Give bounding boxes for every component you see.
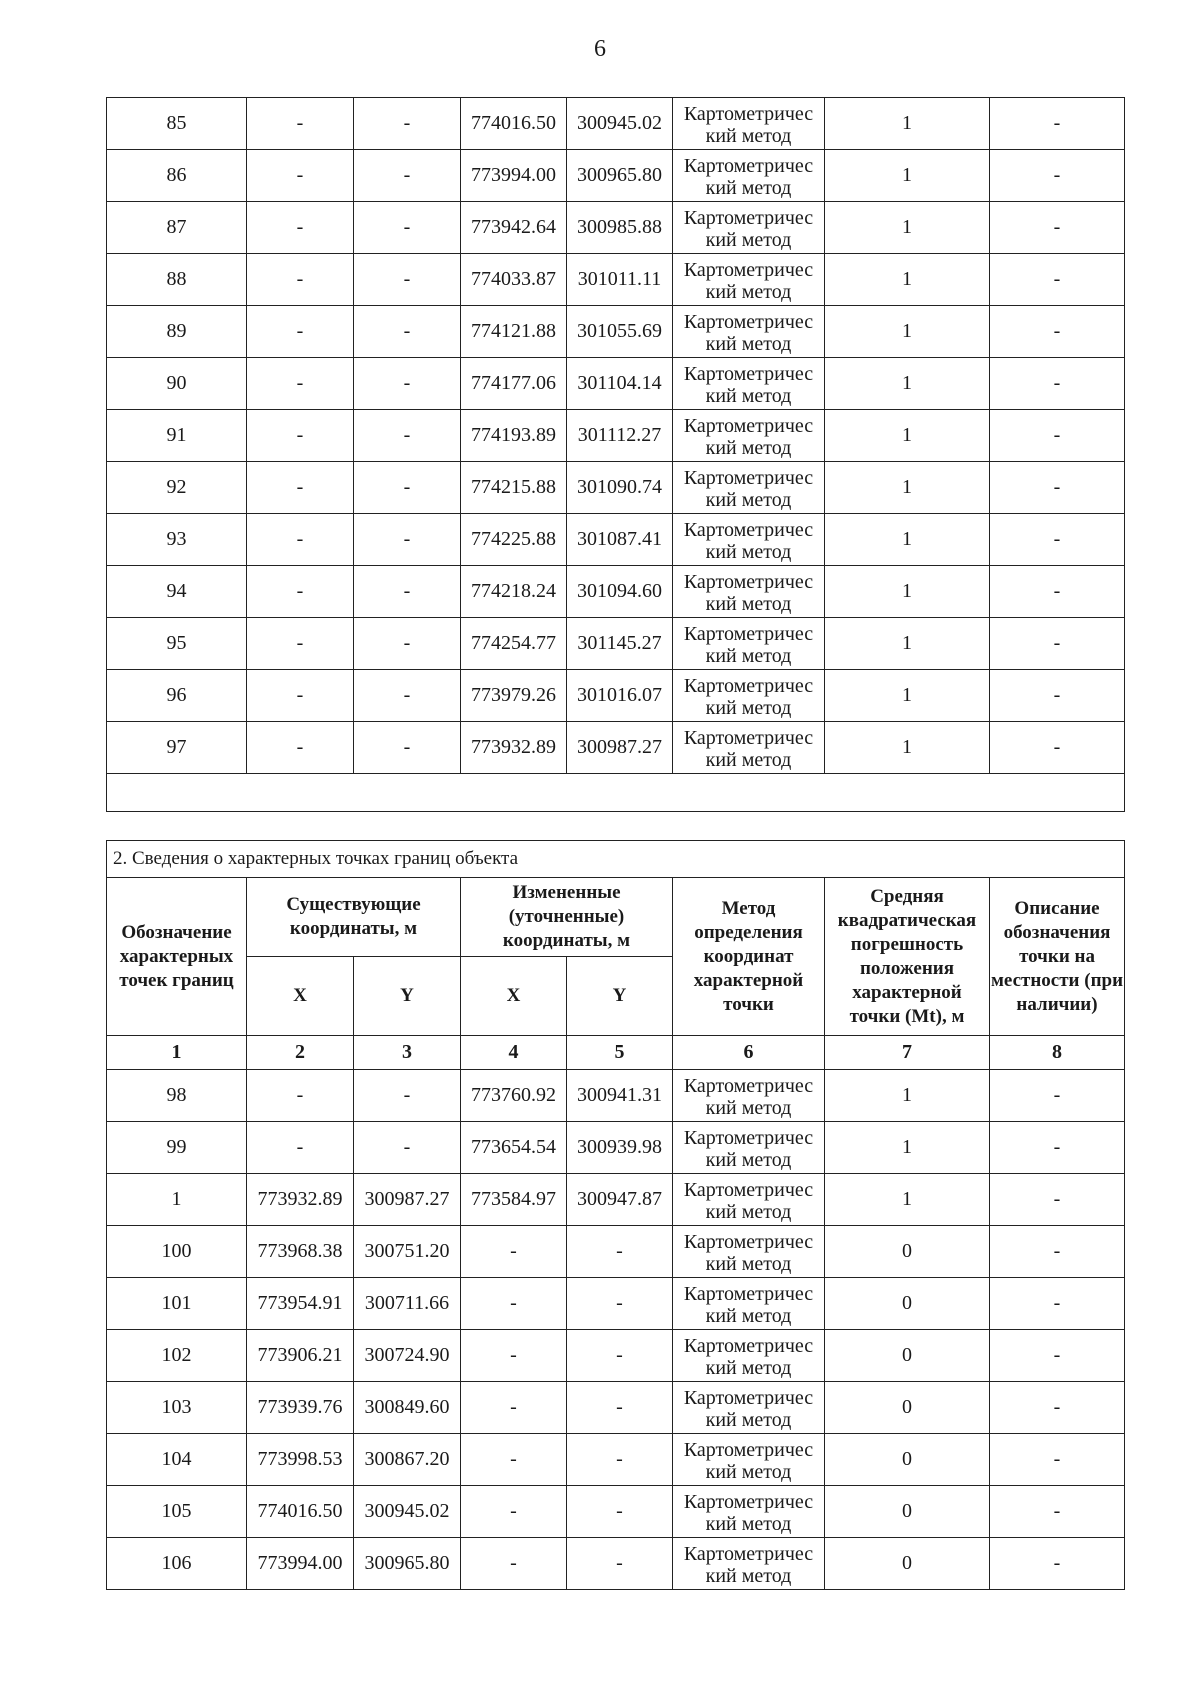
changed-y-cell: 301016.07 [567, 670, 673, 722]
table-row [107, 618, 1125, 670]
changed-x-cell: - [461, 1226, 567, 1278]
changed-x-cell: - [461, 1382, 567, 1434]
accuracy-cell: 0 [825, 1226, 990, 1278]
method-cell: Картометричес кий метод [673, 1538, 825, 1590]
method-cell: Картометричес кий метод [673, 254, 825, 306]
existing-y-cell: - [354, 514, 461, 566]
changed-y-cell: - [567, 1226, 673, 1278]
changed-y-cell: 300945.02 [567, 98, 673, 150]
accuracy-cell: 1 [825, 150, 990, 202]
method-cell: Картометричес кий метод [673, 98, 825, 150]
existing-y-cell: 300849.60 [354, 1382, 461, 1434]
existing-x-cell: 773968.38 [247, 1226, 354, 1278]
header-description: Описание обозначения точки на местности (при наличии) [990, 878, 1125, 1036]
accuracy-cell: 1 [825, 722, 990, 774]
point-number-cell: 98 [107, 1070, 247, 1122]
existing-x-cell: - [247, 566, 354, 618]
column-number: 2 [247, 1036, 354, 1070]
description-cell: - [990, 98, 1125, 150]
existing-x-cell: 773998.53 [247, 1434, 354, 1486]
changed-x-cell: 774218.24 [461, 566, 567, 618]
description-cell: - [990, 358, 1125, 410]
description-cell: - [990, 1174, 1125, 1226]
changed-x-cell: 773760.92 [461, 1070, 567, 1122]
changed-x-cell: 773979.26 [461, 670, 567, 722]
existing-x-cell: - [247, 306, 354, 358]
description-cell: - [990, 410, 1125, 462]
existing-y-cell: - [354, 462, 461, 514]
point-number-cell: 96 [107, 670, 247, 722]
method-cell: Картометричес кий метод [673, 410, 825, 462]
existing-x-cell: - [247, 410, 354, 462]
header-designation: Обозначение характерных точек границ [107, 878, 247, 1036]
point-number-cell: 104 [107, 1434, 247, 1486]
method-cell: Картометричес кий метод [673, 514, 825, 566]
changed-x-cell: 774177.06 [461, 358, 567, 410]
table-row [107, 462, 1125, 514]
changed-y-cell: - [567, 1330, 673, 1382]
existing-y-cell: - [354, 254, 461, 306]
empty-cell [107, 774, 1125, 812]
existing-x-cell: 773932.89 [247, 1174, 354, 1226]
table-row [107, 202, 1125, 254]
existing-y-cell: 300987.27 [354, 1174, 461, 1226]
existing-y-cell: - [354, 618, 461, 670]
point-number-cell: 86 [107, 150, 247, 202]
column-number: 7 [825, 1036, 990, 1070]
column-number: 4 [461, 1036, 567, 1070]
changed-x-cell: - [461, 1434, 567, 1486]
column-number: 3 [354, 1036, 461, 1070]
method-cell: Картометричес кий метод [673, 1070, 825, 1122]
changed-y-cell: 301087.41 [567, 514, 673, 566]
header-changed-coords: Измененные (уточненные) координаты, м [461, 878, 673, 957]
table-row [107, 1174, 1125, 1226]
method-cell: Картометричес кий метод [673, 1122, 825, 1174]
table-row [107, 98, 1125, 150]
changed-x-cell: 774225.88 [461, 514, 567, 566]
table-row [107, 1070, 1125, 1122]
changed-x-cell: 773994.00 [461, 150, 567, 202]
section-title: 2. Сведения о характерных точках границ объекта [107, 841, 1125, 878]
changed-x-cell: 774121.88 [461, 306, 567, 358]
point-number-cell: 105 [107, 1486, 247, 1538]
accuracy-cell: 0 [825, 1434, 990, 1486]
column-number: 1 [107, 1036, 247, 1070]
header-changed-x: X [461, 957, 567, 1036]
column-number: 8 [990, 1036, 1125, 1070]
changed-y-cell: - [567, 1382, 673, 1434]
changed-x-cell: 773654.54 [461, 1122, 567, 1174]
description-cell: - [990, 1278, 1125, 1330]
existing-y-cell: - [354, 98, 461, 150]
description-cell: - [990, 254, 1125, 306]
point-number-cell: 88 [107, 254, 247, 306]
description-cell: - [990, 1538, 1125, 1590]
accuracy-cell: 1 [825, 1070, 990, 1122]
existing-x-cell: 773954.91 [247, 1278, 354, 1330]
point-number-cell: 92 [107, 462, 247, 514]
existing-x-cell: - [247, 150, 354, 202]
existing-y-cell: - [354, 410, 461, 462]
existing-x-cell: 773939.76 [247, 1382, 354, 1434]
description-cell: - [990, 670, 1125, 722]
accuracy-cell: 1 [825, 618, 990, 670]
existing-y-cell: - [354, 722, 461, 774]
boundary-points-table [106, 840, 1125, 1590]
empty-row [107, 774, 1125, 812]
point-number-cell: 106 [107, 1538, 247, 1590]
table-row [107, 566, 1125, 618]
description-cell: - [990, 618, 1125, 670]
table-row [107, 1122, 1125, 1174]
header-existing-y: Y [354, 957, 461, 1036]
changed-x-cell: 774033.87 [461, 254, 567, 306]
existing-y-cell: - [354, 670, 461, 722]
changed-y-cell: 301090.74 [567, 462, 673, 514]
table-row [107, 254, 1125, 306]
method-cell: Картометричес кий метод [673, 618, 825, 670]
changed-y-cell: 300939.98 [567, 1122, 673, 1174]
existing-y-cell: - [354, 202, 461, 254]
column-number: 6 [673, 1036, 825, 1070]
table-row [107, 358, 1125, 410]
existing-y-cell: 300867.20 [354, 1434, 461, 1486]
existing-y-cell: 300711.66 [354, 1278, 461, 1330]
changed-y-cell: - [567, 1486, 673, 1538]
point-number-cell: 94 [107, 566, 247, 618]
accuracy-cell: 1 [825, 566, 990, 618]
existing-y-cell: 300751.20 [354, 1226, 461, 1278]
method-cell: Картометричес кий метод [673, 202, 825, 254]
existing-x-cell: 773906.21 [247, 1330, 354, 1382]
existing-x-cell: - [247, 1070, 354, 1122]
changed-x-cell: 773942.64 [461, 202, 567, 254]
page-number: 6 [594, 36, 606, 62]
existing-x-cell: 774016.50 [247, 1486, 354, 1538]
table-row [107, 722, 1125, 774]
header-existing-x: X [247, 957, 354, 1036]
changed-x-cell: 774215.88 [461, 462, 567, 514]
method-cell: Картометричес кий метод [673, 722, 825, 774]
changed-y-cell: - [567, 1278, 673, 1330]
point-number-cell: 101 [107, 1278, 247, 1330]
existing-y-cell: - [354, 1070, 461, 1122]
existing-y-cell: - [354, 358, 461, 410]
existing-y-cell: 300965.80 [354, 1538, 461, 1590]
changed-y-cell: 301112.27 [567, 410, 673, 462]
table-row [107, 514, 1125, 566]
header-changed-y: Y [567, 957, 673, 1036]
point-number-cell: 91 [107, 410, 247, 462]
existing-x-cell: 773994.00 [247, 1538, 354, 1590]
description-cell: - [990, 514, 1125, 566]
method-cell: Картометричес кий метод [673, 670, 825, 722]
existing-y-cell: - [354, 566, 461, 618]
point-number-cell: 89 [107, 306, 247, 358]
description-cell: - [990, 1226, 1125, 1278]
accuracy-cell: 1 [825, 306, 990, 358]
table-row [107, 1434, 1125, 1486]
method-cell: Картометричес кий метод [673, 306, 825, 358]
table-row [107, 1382, 1125, 1434]
method-cell: Картометричес кий метод [673, 358, 825, 410]
existing-x-cell: - [247, 202, 354, 254]
description-cell: - [990, 150, 1125, 202]
existing-y-cell: 300945.02 [354, 1486, 461, 1538]
changed-y-cell: 300947.87 [567, 1174, 673, 1226]
description-cell: - [990, 202, 1125, 254]
method-cell: Картометричес кий метод [673, 1226, 825, 1278]
changed-y-cell: - [567, 1538, 673, 1590]
existing-x-cell: - [247, 358, 354, 410]
changed-y-cell: 300965.80 [567, 150, 673, 202]
accuracy-cell: 1 [825, 670, 990, 722]
changed-y-cell: 301055.69 [567, 306, 673, 358]
changed-y-cell: 301145.27 [567, 618, 673, 670]
changed-x-cell: 773584.97 [461, 1174, 567, 1226]
changed-x-cell: 773932.89 [461, 722, 567, 774]
existing-y-cell: 300724.90 [354, 1330, 461, 1382]
column-number: 5 [567, 1036, 673, 1070]
description-cell: - [990, 1434, 1125, 1486]
accuracy-cell: 1 [825, 1174, 990, 1226]
description-cell: - [990, 306, 1125, 358]
accuracy-cell: 0 [825, 1486, 990, 1538]
table-row [107, 410, 1125, 462]
point-number-cell: 103 [107, 1382, 247, 1434]
description-cell: - [990, 566, 1125, 618]
table-row [107, 1278, 1125, 1330]
table-row [107, 306, 1125, 358]
header-method: Метод определения координат характерной точки [673, 878, 825, 1036]
method-cell: Картометричес кий метод [673, 566, 825, 618]
existing-y-cell: - [354, 150, 461, 202]
changed-x-cell: - [461, 1278, 567, 1330]
header-existing-coords: Существующие координаты, м [247, 878, 461, 957]
changed-x-cell: 774254.77 [461, 618, 567, 670]
method-cell: Картометричес кий метод [673, 462, 825, 514]
existing-x-cell: - [247, 618, 354, 670]
changed-y-cell: 301104.14 [567, 358, 673, 410]
accuracy-cell: 0 [825, 1330, 990, 1382]
changed-x-cell: - [461, 1330, 567, 1382]
description-cell: - [990, 1382, 1125, 1434]
table-row [107, 1226, 1125, 1278]
existing-x-cell: - [247, 1122, 354, 1174]
method-cell: Картометричес кий метод [673, 1330, 825, 1382]
existing-y-cell: - [354, 306, 461, 358]
changed-y-cell: 300987.27 [567, 722, 673, 774]
accuracy-cell: 0 [825, 1538, 990, 1590]
accuracy-cell: 1 [825, 410, 990, 462]
header-accuracy: Средняя квадратическая погрешность положения характерной точки (Mt), м [825, 878, 990, 1036]
changed-y-cell: 300985.88 [567, 202, 673, 254]
description-cell: - [990, 1330, 1125, 1382]
method-cell: Картометричес кий метод [673, 150, 825, 202]
point-number-cell: 99 [107, 1122, 247, 1174]
accuracy-cell: 1 [825, 1122, 990, 1174]
point-number-cell: 97 [107, 722, 247, 774]
accuracy-cell: 1 [825, 98, 990, 150]
coordinates-table-continued [106, 97, 1125, 812]
point-number-cell: 102 [107, 1330, 247, 1382]
changed-x-cell: 774193.89 [461, 410, 567, 462]
accuracy-cell: 0 [825, 1382, 990, 1434]
changed-x-cell: - [461, 1486, 567, 1538]
existing-x-cell: - [247, 98, 354, 150]
point-number-cell: 100 [107, 1226, 247, 1278]
changed-y-cell: 300941.31 [567, 1070, 673, 1122]
accuracy-cell: 1 [825, 462, 990, 514]
accuracy-cell: 1 [825, 254, 990, 306]
method-cell: Картометричес кий метод [673, 1434, 825, 1486]
description-cell: - [990, 1070, 1125, 1122]
point-number-cell: 95 [107, 618, 247, 670]
accuracy-cell: 1 [825, 358, 990, 410]
changed-y-cell: - [567, 1434, 673, 1486]
description-cell: - [990, 462, 1125, 514]
existing-x-cell: - [247, 670, 354, 722]
accuracy-cell: 1 [825, 202, 990, 254]
existing-x-cell: - [247, 514, 354, 566]
point-number-cell: 90 [107, 358, 247, 410]
point-number-cell: 1 [107, 1174, 247, 1226]
method-cell: Картометричес кий метод [673, 1174, 825, 1226]
description-cell: - [990, 1486, 1125, 1538]
existing-x-cell: - [247, 462, 354, 514]
changed-y-cell: 301094.60 [567, 566, 673, 618]
table-row [107, 150, 1125, 202]
point-number-cell: 93 [107, 514, 247, 566]
description-cell: - [990, 722, 1125, 774]
table-row [107, 1538, 1125, 1590]
description-cell: - [990, 1122, 1125, 1174]
point-number-cell: 85 [107, 98, 247, 150]
method-cell: Картометричес кий метод [673, 1382, 825, 1434]
table-row [107, 1330, 1125, 1382]
changed-x-cell: - [461, 1538, 567, 1590]
table-row [107, 670, 1125, 722]
method-cell: Картометричес кий метод [673, 1486, 825, 1538]
existing-x-cell: - [247, 254, 354, 306]
changed-x-cell: 774016.50 [461, 98, 567, 150]
changed-y-cell: 301011.11 [567, 254, 673, 306]
method-cell: Картометричес кий метод [673, 1278, 825, 1330]
existing-y-cell: - [354, 1122, 461, 1174]
point-number-cell: 87 [107, 202, 247, 254]
table-row [107, 1486, 1125, 1538]
accuracy-cell: 1 [825, 514, 990, 566]
existing-x-cell: - [247, 722, 354, 774]
accuracy-cell: 0 [825, 1278, 990, 1330]
